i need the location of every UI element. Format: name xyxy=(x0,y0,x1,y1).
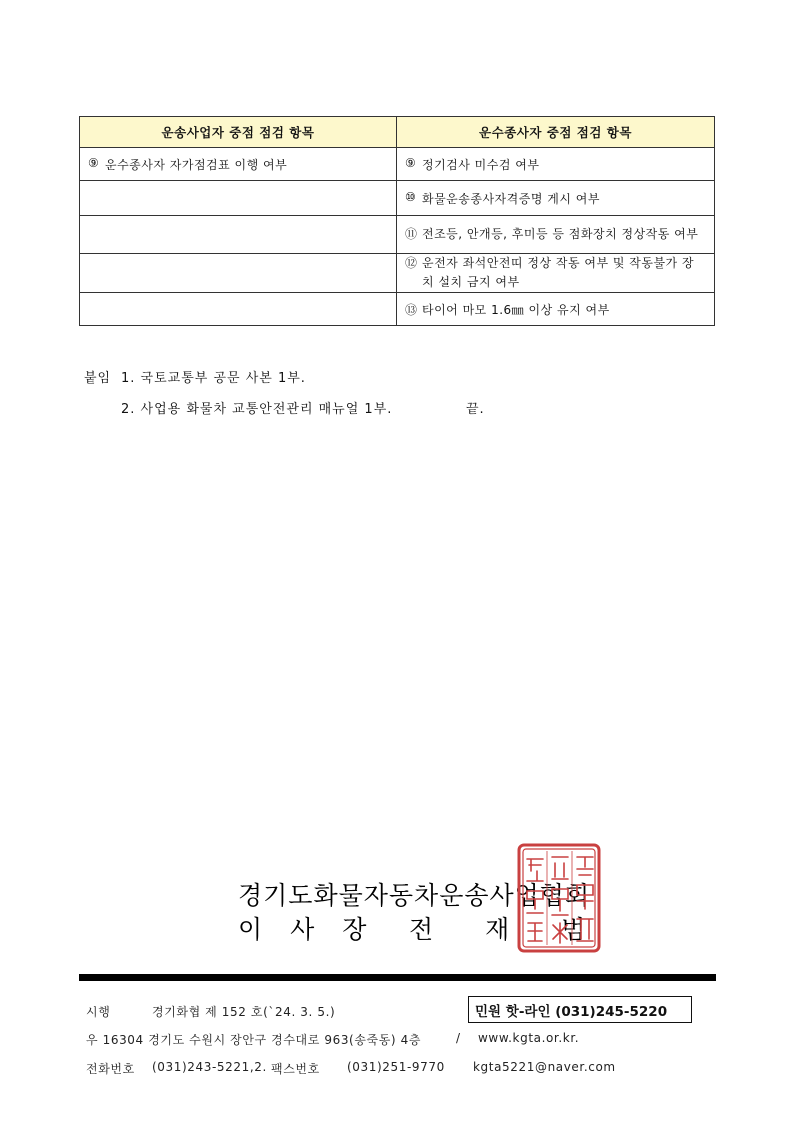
table-row xyxy=(80,148,715,181)
item-number: ⑨ xyxy=(88,155,100,170)
footer-rule xyxy=(79,974,716,981)
item-text: 타이어 마모 1.6㎜ 이상 유지 여부 xyxy=(422,302,610,317)
right-cell xyxy=(397,181,715,216)
sender-organization: 경기도화물자동차운송사업협회 xyxy=(238,881,591,910)
complaint-hotline-box: 민원 핫-라인 (031)245-5220 xyxy=(468,996,692,1023)
item-number: ⑬ xyxy=(405,302,418,317)
left-cell xyxy=(80,148,397,181)
table-row xyxy=(80,254,715,293)
item-text: 운수종사자 자가점검표 이행 여부 xyxy=(105,157,288,172)
left-cell xyxy=(80,181,397,216)
right-cell xyxy=(397,216,715,254)
issue-number: 경기화협 제 152 호(`24. 3. 5.) xyxy=(152,1005,336,1019)
item-text: 운전자 좌석안전띠 정상 작동 여부 및 작동불가 장치 설치 금지 여부 xyxy=(422,256,695,289)
issue-label: 시행 xyxy=(86,1005,111,1019)
official-seal xyxy=(517,843,601,953)
table-header-row xyxy=(80,117,715,148)
table-row xyxy=(80,216,715,254)
item-number: ⑨ xyxy=(405,155,417,170)
sender-name: 전 재 범 xyxy=(409,915,608,944)
item-number: ⑫ xyxy=(405,256,418,270)
address-separator: / xyxy=(456,1031,461,1045)
item-text: 화물운송종사자격증명 게시 여부 xyxy=(422,191,600,206)
header-operator-items: 운송사업자 중점 점검 항목 xyxy=(80,117,397,148)
attachment-label: 붙임 xyxy=(84,371,112,386)
right-cell xyxy=(397,148,715,181)
table-row xyxy=(80,293,715,326)
address: 우 16304 경기도 수원시 장안구 경수대로 963(송죽동) 4층 xyxy=(86,1033,422,1047)
website-link[interactable]: www.kgta.or.kr. xyxy=(478,1031,580,1045)
sender-title: 이 사 장 xyxy=(238,915,377,944)
item-number: ⑪ xyxy=(405,227,418,241)
right-cell xyxy=(397,254,715,293)
end-mark: 끝. xyxy=(466,402,485,417)
right-cell xyxy=(397,293,715,326)
phone-number: (031)243-5221,2. xyxy=(152,1060,267,1074)
left-cell xyxy=(80,216,397,254)
item-number: ⑩ xyxy=(405,189,417,204)
left-cell xyxy=(80,254,397,293)
fax-number: (031)251-9770 xyxy=(347,1060,445,1074)
left-cell xyxy=(80,293,397,326)
header-driver-items: 운수종사자 중점 점검 항목 xyxy=(397,117,715,148)
attachment-item-1: 1. 국토교통부 공문 사본 1부. xyxy=(121,371,306,386)
phone-label: 전화번호 xyxy=(86,1062,135,1076)
table-row xyxy=(80,181,715,216)
email-link[interactable]: kgta5221@naver.com xyxy=(473,1060,616,1074)
inspection-items-table xyxy=(79,116,715,326)
item-text: 정기검사 미수검 여부 xyxy=(422,157,540,172)
item-text: 전조등, 안개등, 후미등 등 점화장치 정상작동 여부 xyxy=(422,227,699,241)
fax-label: 팩스번호 xyxy=(271,1062,320,1076)
attachment-item-2: 2. 사업용 화물차 교통안전관리 매뉴얼 1부. xyxy=(121,402,393,417)
